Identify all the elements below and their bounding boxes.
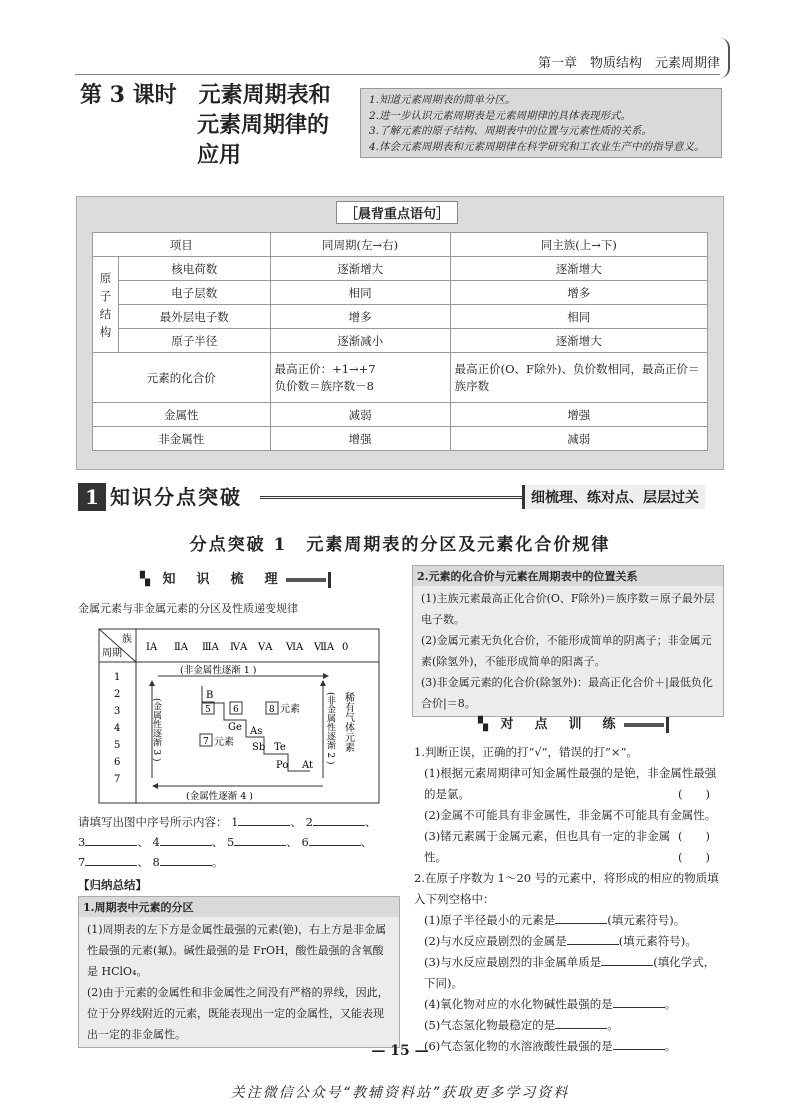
group-label: ⅠA xyxy=(146,642,158,653)
group-label: ⅢA xyxy=(202,642,219,653)
question-text: (3)与水反应最剧烈的非金属单质是 xyxy=(424,955,602,969)
answer-blank[interactable] xyxy=(613,996,665,1008)
group-label: ⅣA xyxy=(230,642,248,653)
section-divider xyxy=(260,496,522,499)
table-cell: 逐渐增大 xyxy=(450,329,707,353)
period-label: 6 xyxy=(114,757,121,768)
table-cell: 相同 xyxy=(450,305,707,329)
chapter-header: 第一章 物质结构 元素周期律 xyxy=(537,56,720,71)
blank-4[interactable] xyxy=(160,834,212,846)
blank-number: 6 xyxy=(233,705,239,715)
footer-note: 关注微信公众号“教辅资料站”获取更多学习资料 xyxy=(230,1085,570,1101)
heading-bar xyxy=(286,578,326,582)
question-2-5 xyxy=(414,1015,726,1036)
table-cell: 逐渐增大 xyxy=(270,257,450,281)
section-number: 1 xyxy=(78,483,106,511)
bullet-icon: ▚ xyxy=(478,717,492,732)
group-label: ⅦA xyxy=(314,642,335,653)
blank-number: 7 xyxy=(203,737,209,747)
table-row xyxy=(93,233,708,257)
table-header: 同主族(上→下) xyxy=(450,233,707,257)
blank-label: 5 xyxy=(226,835,235,849)
lesson-title xyxy=(80,80,331,170)
question-text: (5)气态氢化物最稳定的是 xyxy=(424,1018,556,1032)
blank-5[interactable] xyxy=(234,834,286,846)
question-2-2 xyxy=(414,931,726,952)
corner-group-label: 族 xyxy=(122,634,132,645)
lesson-title-line2: 元素周期律的 xyxy=(197,112,330,138)
element-sb: Sb xyxy=(252,742,266,753)
periodic-zone-figure xyxy=(98,628,380,804)
fill-blanks: 请填写出图中序号所示内容： 1 、 2 、 3 、 4 、 5 、 6 、 7 、 8 。 xyxy=(78,815,377,869)
table-cell: 最高正价(O、F除外)、负价数相同，最高正价＝族序数 xyxy=(450,353,707,403)
element-po: Po xyxy=(276,760,289,771)
element-te: Te xyxy=(274,742,286,753)
lesson-title-line3: 应用 xyxy=(197,142,242,168)
table-cell: 最外层电子数 xyxy=(119,305,271,329)
table-cell: 增强 xyxy=(270,427,450,451)
summary-para: (1)周期表的左下方是金属性最强的元素(铯)，右上方是非金属性最强的元素(氟)。碱性最强的是 FrOH，酸性最强的含氧酸是 HClO₄。 xyxy=(87,923,387,978)
question-text: (1)原子半径最小的元素是 xyxy=(424,913,556,927)
goal-item: 2.进一步认识元素周期表是元素周期律的具体表现形式。 xyxy=(369,109,632,122)
page-number: — 15 — xyxy=(371,1043,429,1059)
element-suffix: 元素 xyxy=(214,737,234,748)
table-cell: 增多 xyxy=(450,281,707,305)
answer-paren[interactable]: ( ) xyxy=(678,850,710,864)
section-tagline: 细梳理、练对点、层层过关 xyxy=(522,485,705,509)
top-arrow-label: (非金属性逐渐 1 ) xyxy=(180,665,257,676)
table-cell: 原子半径 xyxy=(119,329,271,353)
table-row xyxy=(93,305,708,329)
question-text: (1)根据元素周期律可知金属性最强的是铯，非金属性最强的是氯。 xyxy=(424,766,717,801)
blank-1[interactable] xyxy=(238,814,290,826)
period-label: 3 xyxy=(114,706,121,717)
answer-blank[interactable] xyxy=(567,933,619,945)
atom-structure-label: 原子结构 xyxy=(93,257,119,353)
period-label: 2 xyxy=(114,689,121,700)
question-text: 。 xyxy=(607,1018,619,1032)
table-row xyxy=(93,329,708,353)
valence-line: 负价数＝族序数－8 xyxy=(274,378,374,393)
question-text: (填化学式，下同)。 xyxy=(424,955,716,990)
question-1-1 xyxy=(414,763,726,805)
summary-title: 1.周期表中元素的分区 xyxy=(83,901,194,914)
blank-label: 3 xyxy=(78,835,86,849)
valence-line: 最高正价：+1→+7 xyxy=(274,361,376,376)
element-at: At xyxy=(302,760,314,771)
heading-bar xyxy=(624,723,664,727)
question-2-3 xyxy=(414,952,726,994)
practice-heading xyxy=(478,713,669,733)
element-suffix: 元素 xyxy=(280,704,300,715)
table-cell: 增多 xyxy=(270,305,450,329)
group-labels xyxy=(146,642,348,653)
practice-questions xyxy=(414,742,726,1057)
blank-number: 8 xyxy=(269,705,275,715)
group-label: ⅥA xyxy=(286,642,304,653)
answer-blank[interactable] xyxy=(555,912,607,924)
blank-number: 5 xyxy=(205,705,211,715)
corner-period-label: 周期 xyxy=(102,648,122,659)
question-text: (填元素符号)。 xyxy=(607,913,686,927)
periodic-trend-table xyxy=(92,232,708,451)
valence-box-title: 2.元素的化合价与元素在周期表中的位置关系 xyxy=(417,570,638,583)
table-cell: 非金属性 xyxy=(93,427,271,451)
table-cell: 电子层数 xyxy=(119,281,271,305)
question-text: (2)金属不可能具有非金属性，非金属不可能具有金属性。 xyxy=(424,808,717,822)
bullet-icon: ▚ xyxy=(140,572,154,587)
question-text: (2)与水反应最剧烈的金属是 xyxy=(424,934,567,948)
group-label: ⅤA xyxy=(258,642,273,653)
left-arrow-label: (金属性逐渐 3 ) xyxy=(151,698,161,762)
question-2-1 xyxy=(414,910,726,931)
blank-label: 4 xyxy=(152,835,160,849)
table-row xyxy=(93,257,708,281)
summary-para: (2)由于元素的金属性和非金属性之间没有严格的界线，因此，位于分界线附近的元素，既能表现出一定的金属性，又能表现出一定的非金属性。 xyxy=(87,986,389,1041)
blank-7[interactable] xyxy=(85,854,137,866)
answer-blank[interactable] xyxy=(555,1017,607,1029)
period-label: 7 xyxy=(114,774,121,785)
table-cell: 增强 xyxy=(450,403,707,427)
table-cell: 逐渐减小 xyxy=(270,329,450,353)
fill-prompt: 请填写出图中序号所示内容： xyxy=(78,815,228,829)
question-text: (填元素符号)。 xyxy=(618,934,697,948)
question-1-2 xyxy=(414,805,726,843)
element-ge: Ge xyxy=(228,722,242,733)
valence-box xyxy=(412,565,724,717)
goal-item: 4.体会元素周期表和元素周期律在科学研究和工农业生产中的指导意义。 xyxy=(369,140,705,153)
answer-paren[interactable]: ( ) xyxy=(678,787,710,801)
question-text: (6)气态氢化物的水溶液酸性最强的是 xyxy=(424,1039,613,1053)
summary-body xyxy=(79,917,399,1047)
table-cell: 减弱 xyxy=(450,427,707,451)
question-text: (3)锗元素属于金属元素，但也具有一定的非金属性。 xyxy=(424,829,671,864)
valence-para: (1)主族元素最高正化合价(O、F除外)＝族序数＝原子最外层电子数。 xyxy=(421,592,715,626)
group-label: 0 xyxy=(342,642,349,653)
blank-label: 2 xyxy=(305,815,313,829)
blank-label: 8 xyxy=(152,855,160,869)
valence-para: (2)金属元素无负化合价，不能形成简单的阴离子；非金属元素(除氢外)，不能形成简单的阳离子。 xyxy=(421,634,712,668)
valence-para: (3)非金属元素的化合价(除氢外)：最高正化合价＋|最低负化合价|＝8。 xyxy=(421,676,713,710)
table-row xyxy=(93,281,708,305)
learning-goals xyxy=(360,88,722,158)
element-as: As xyxy=(250,726,263,737)
knowledge-heading xyxy=(140,568,331,588)
knowledge-heading-text: 知 识 梳 理 xyxy=(162,572,282,587)
table-cell: 元素的化合价 xyxy=(93,353,271,403)
noble-gas-label: 稀有气体元素 xyxy=(342,692,354,752)
header-divider xyxy=(75,74,720,75)
table-row xyxy=(93,353,708,403)
goal-item: 3.了解元素的原子结构、周期表中的位置与元素性质的关系。 xyxy=(369,125,653,137)
table-header: 项目 xyxy=(93,233,271,257)
heading-pipe xyxy=(666,717,669,733)
table-header: 同周期(左→右) xyxy=(270,233,450,257)
goal-item: 1.知道元素周期表的简单分区。 xyxy=(369,94,516,106)
lesson-title-line1: 第 3 课时 元素周期表和 xyxy=(80,82,331,108)
blank-3[interactable] xyxy=(85,834,137,846)
answer-blank[interactable] xyxy=(601,954,653,966)
table-cell: 相同 xyxy=(270,281,450,305)
element-b: B xyxy=(206,690,214,701)
key-panel-title: ［晨背重点语句］ xyxy=(336,201,458,224)
table-cell: 逐渐增大 xyxy=(450,257,707,281)
blank-label: 7 xyxy=(78,855,86,869)
question-text: 。 xyxy=(664,1039,677,1053)
table-row xyxy=(93,403,708,427)
table-row xyxy=(93,427,708,451)
blank-label: 6 xyxy=(301,835,309,849)
table-cell: 核电荷数 xyxy=(119,257,271,281)
blank-6[interactable] xyxy=(309,834,361,846)
blank-2[interactable] xyxy=(313,814,365,826)
practice-heading-text: 对 点 训 练 xyxy=(500,717,620,732)
subsection-title: 分点突破 1 元素周期表的分区及元素化合价规律 xyxy=(189,535,611,555)
summary-box xyxy=(78,896,400,1048)
answer-paren[interactable]: ( ) xyxy=(678,829,710,843)
summary-label: 【归纳总结】 xyxy=(78,878,147,892)
figure-frame xyxy=(99,629,379,803)
figure-caption: 金属元素与非金属元素的分区及性质递变规律 xyxy=(78,602,298,615)
page-bracket xyxy=(720,38,730,78)
period-label: 4 xyxy=(114,723,121,734)
blank-8[interactable] xyxy=(160,854,212,866)
table-cell: 金属性 xyxy=(93,403,271,427)
question-2-4 xyxy=(414,994,726,1015)
group-label: ⅡA xyxy=(174,642,189,653)
right-arrow-label: (非金属性逐渐 2 ) xyxy=(325,692,335,765)
table-cell: 减弱 xyxy=(270,403,450,427)
period-label: 5 xyxy=(114,740,121,751)
period-label: 1 xyxy=(114,672,121,683)
valence-box-body xyxy=(413,586,723,716)
heading-pipe xyxy=(328,572,331,588)
table-cell xyxy=(270,353,450,403)
question-1: 1.判断正误，正确的打“√”，错误的打“×”。 xyxy=(414,745,638,759)
blank-label: 1 xyxy=(231,815,239,829)
question-text: (4)氧化物对应的水化物碱性最强的是 xyxy=(424,997,613,1011)
bottom-arrow-label: (金属性逐渐 4 ) xyxy=(186,791,253,802)
section-title: 知识分点突破 xyxy=(110,485,242,509)
question-text: 。 xyxy=(664,997,677,1011)
question-2: 2.在原子序数为 1～20 号的元素中，将形成的相应的物质填入下列空格中： xyxy=(414,871,719,906)
